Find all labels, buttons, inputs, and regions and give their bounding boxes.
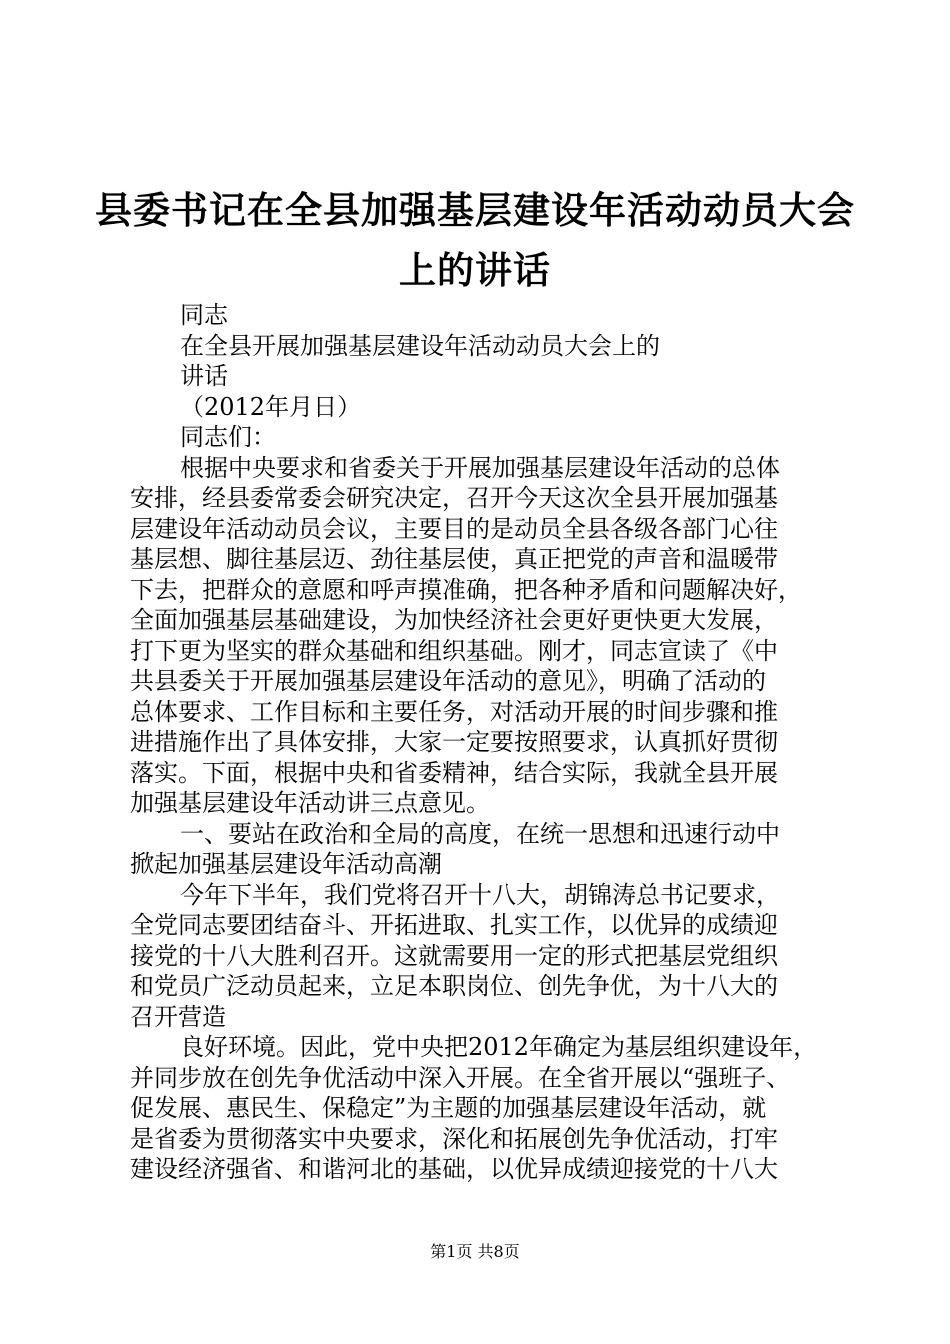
body-line: 讲话 [180, 362, 228, 390]
body-line: 建设经济强省、和谐河北的基础，以优异成绩迎接党的十八大 [130, 1155, 778, 1183]
body-line: 全面加强基层基础建设，为加快经济社会更好更快更大发展， [130, 606, 778, 634]
body-line: 接党的十八大胜利召开。这就需要用一定的形式把基层党组织 [130, 941, 778, 970]
document-title-line-1: 县委书记在全县加强基层建设年活动动员大会 [95, 188, 855, 232]
body-line: 召开营造 [130, 1002, 226, 1031]
page-footer: 第1页 共8页 [430, 1242, 520, 1261]
body-line: 安排，经县委常委会研究决定，召开今天这次全县开展加强基 [130, 484, 778, 512]
body-line: 掀起加强基层建设年活动高潮 [130, 850, 442, 878]
body-line: 根据中央要求和省委关于开展加强基层建设年活动的总体 [180, 453, 780, 482]
body-line: 并同步放在创先争优活动中深入开展。在全省开展以“强班子、 [130, 1063, 791, 1092]
body-line: 同志 [180, 301, 228, 329]
body-line: 下去，把群众的意愿和呼声摸准确，把各种矛盾和问题解决好， [130, 575, 802, 604]
body-line: 总体要求、工作目标和主要任务，对活动开展的时间步骤和推 [130, 697, 778, 726]
document-title-line-2: 上的讲话 [399, 248, 551, 292]
body-line: 基层想、脚往基层迈、劲往基层使，真正把党的声音和温暖带 [130, 545, 778, 573]
body-line: 全党同志要团结奋斗、开拓进取、扎实工作，以优异的成绩迎 [130, 911, 778, 939]
body-line: （2012年月日） [180, 392, 362, 421]
body-line: 打下更为坚实的群众基础和组织基础。刚才，同志宣读了《中 [130, 636, 778, 665]
body-line: 加强基层建设年活动讲三点意见。 [130, 789, 490, 817]
body-line: 进措施作出了具体安排，大家一定要按照要求，认真抓好贯彻 [130, 728, 778, 756]
body-line: 层建设年活动动员会议，主要目的是动员全县各级各部门心往 [130, 514, 778, 543]
body-line: 同志们： [180, 423, 276, 451]
body-line: 一、要站在政治和全局的高度，在统一思想和迅速行动中 [180, 819, 780, 848]
body-line: 共县委关于开展加强基层建设年活动的意见》，明确了活动的 [130, 667, 766, 695]
body-line: 落实。下面，根据中央和省委精神，结合实际，我就全县开展 [130, 758, 778, 787]
body-line: 在全县开展加强基层建设年活动动员大会上的 [180, 331, 660, 360]
body-line: 促发展、惠民生、保稳定”为主题的加强基层建设年活动，就 [130, 1094, 767, 1122]
body-line: 是省委为贯彻落实中央要求，深化和拓展创先争优活动，打牢 [130, 1124, 778, 1153]
body-line: 良好环境。因此，党中央把2012年确定为基层组织建设年， [180, 1033, 818, 1061]
document-body [130, 300, 840, 1185]
body-line: 今年下半年，我们党将召开十八大，胡锦涛总书记要求， [180, 880, 780, 909]
body-line: 和党员广泛动员起来，立足本职岗位、创先争优，为十八大的 [130, 972, 778, 1000]
